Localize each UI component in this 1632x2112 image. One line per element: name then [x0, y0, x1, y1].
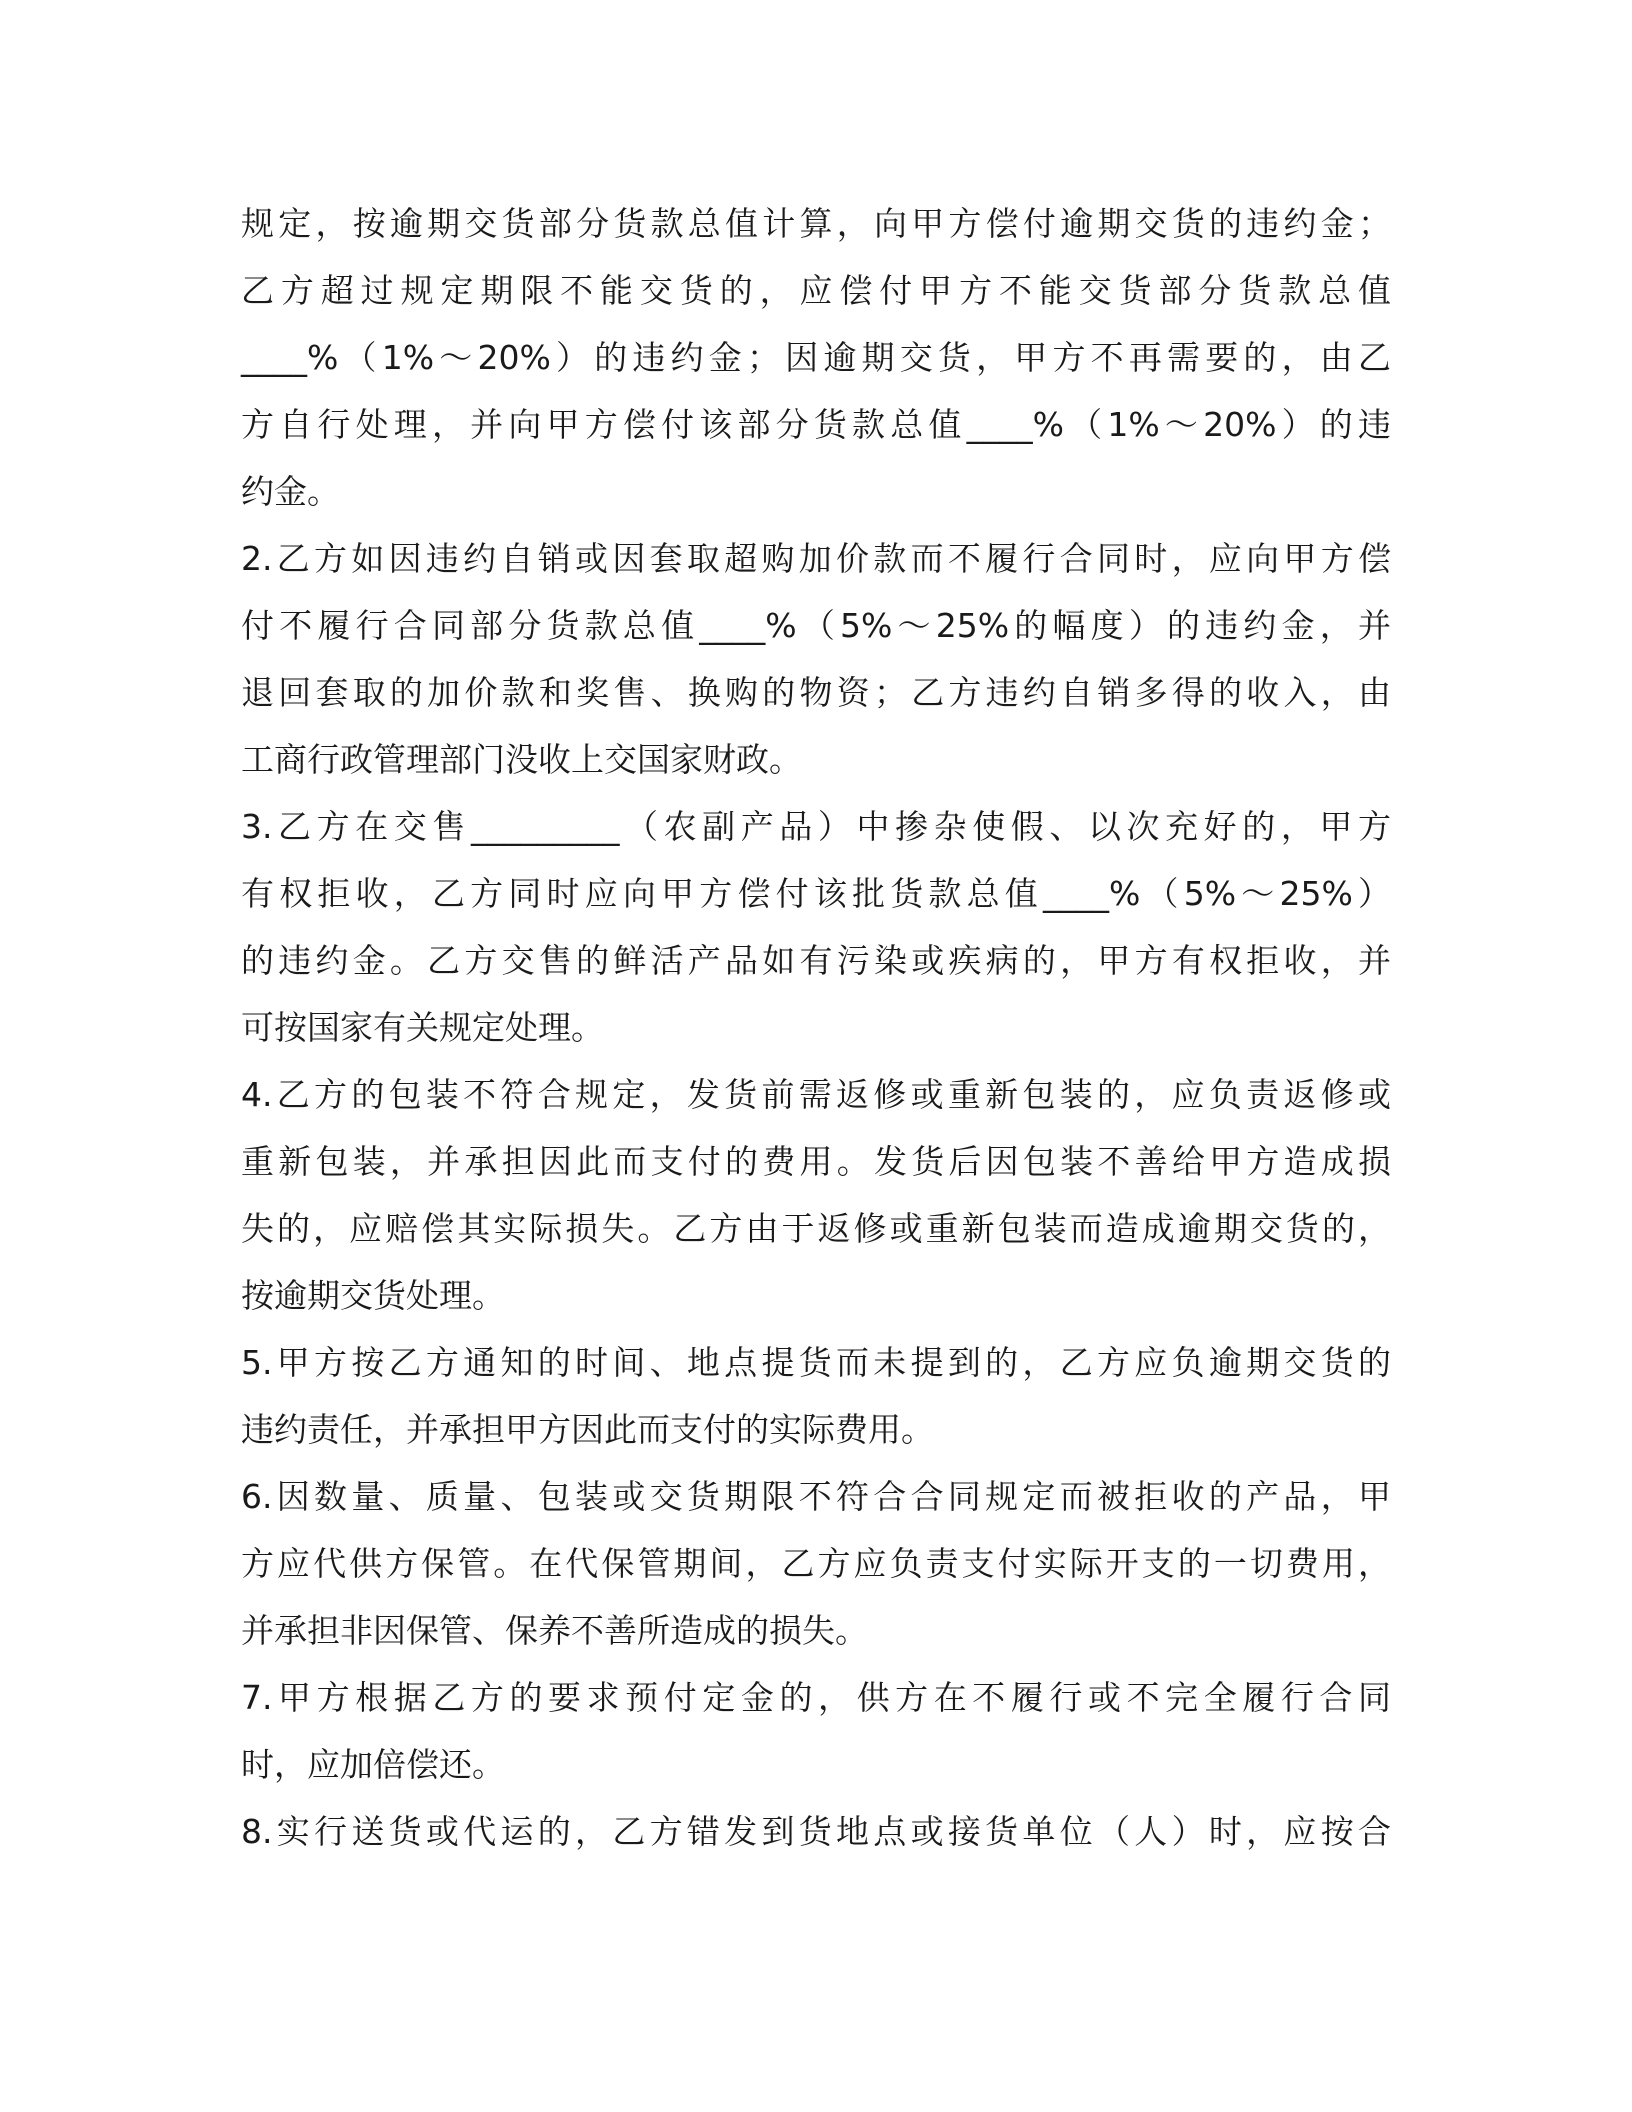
text-line: 付不履行合同部分货款总值____%（5%～25%的幅度）的违约金，并	[241, 606, 1391, 645]
text-line: 有权拒收，乙方同时应向甲方偿付该批货款总值____%（5%～25%）	[241, 874, 1391, 913]
text-line: 时，应加倍偿还。	[241, 1745, 505, 1784]
text-line: 5.甲方按乙方通知的时间、地点提货而未提到的，乙方应负逾期交货的	[241, 1343, 1391, 1382]
text-line: 工商行政管理部门没收上交国家财政。	[241, 740, 802, 779]
text-line: 约金。	[241, 472, 340, 511]
text-line: 方应代供方保管。在代保管期间，乙方应负责支付实际开支的一切费用，	[241, 1544, 1391, 1583]
text-line: 4.乙方的包装不符合规定，发货前需返修或重新包装的，应负责返修或	[241, 1075, 1391, 1114]
text-line: 并承担非因保管、保养不善所造成的损失。	[241, 1611, 868, 1650]
text-line: 规定，按逾期交货部分货款总值计算，向甲方偿付逾期交货的违约金；	[241, 204, 1391, 243]
text-line: 8.实行送货或代运的，乙方错发到货地点或接货单位（人）时，应按合	[241, 1812, 1391, 1851]
text-line: 退回套取的加价款和奖售、换购的物资；乙方违约自销多得的收入，由	[241, 673, 1391, 712]
text-line: 方自行处理，并向甲方偿付该部分货款总值____%（1%～20%）的违	[241, 405, 1391, 444]
text-line: 失的，应赔偿其实际损失。乙方由于返修或重新包装而造成逾期交货的，	[241, 1209, 1391, 1248]
text-line: 的违约金。乙方交售的鲜活产品如有污染或疾病的，甲方有权拒收，并	[241, 941, 1391, 980]
text-line: ____%（1%～20%）的违约金；因逾期交货，甲方不再需要的，由乙	[241, 338, 1391, 377]
text-line: 3.乙方在交售_________（农副产品）中掺杂使假、以次充好的，甲方	[241, 807, 1391, 846]
text-line: 2.乙方如因违约自销或因套取超购加价款而不履行合同时，应向甲方偿	[241, 539, 1391, 578]
text-line: 按逾期交货处理。	[241, 1276, 505, 1315]
text-line: 乙方超过规定期限不能交货的，应偿付甲方不能交货部分货款总值	[241, 271, 1391, 310]
text-line: 6.因数量、质量、包装或交货期限不符合合同规定而被拒收的产品，甲	[241, 1477, 1391, 1516]
text-line: 重新包装，并承担因此而支付的费用。发货后因包装不善给甲方造成损	[241, 1142, 1391, 1181]
text-line: 7.甲方根据乙方的要求预付定金的，供方在不履行或不完全履行合同	[241, 1678, 1391, 1717]
document-body	[241, 190, 1391, 1865]
text-line: 违约责任，并承担甲方因此而支付的实际费用。	[241, 1410, 934, 1449]
text-line: 可按国家有关规定处理。	[241, 1008, 604, 1047]
